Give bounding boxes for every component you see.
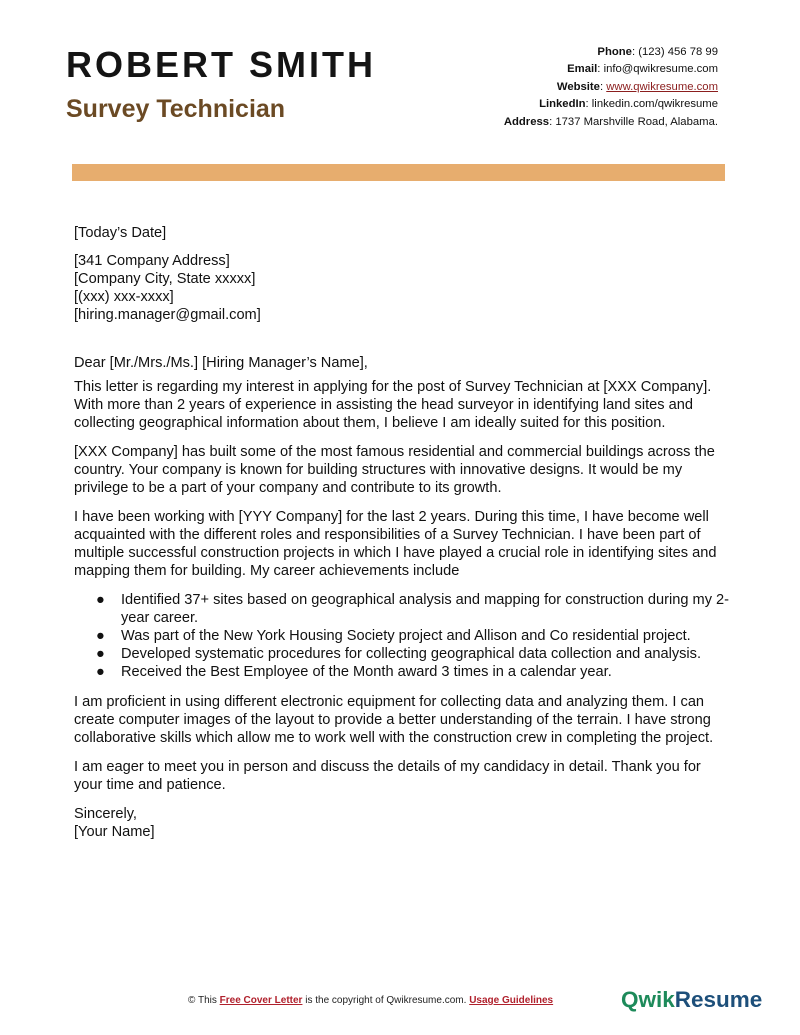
body-paragraph: I am proficient in using different electronic equipment for collecting data and analyzing them. I can create computer images of the layout to provide a better understanding of the terrain. I have strong collaborative skills which allow me to work well with the construction crew in completing the project. [74, 694, 714, 746]
job-title: Survey Technician [66, 95, 286, 123]
list-item-text: Developed systematic procedures for collecting geographical data collection and analysis. [121, 646, 702, 662]
phone-value: (123) 456 78 99 [638, 46, 718, 58]
recipient-address [74, 252, 730, 324]
address-line: [Company City, State xxxxx] [74, 271, 256, 287]
list-item [74, 645, 730, 663]
contact-phone: Phone: (123) 456 78 99 [597, 46, 718, 58]
greeting: Dear [Mr./Mrs./Ms.] [Hiring Manager’s Name], [74, 355, 368, 371]
email-value: info@qwikresume.com [603, 63, 718, 76]
body-paragraph: [XXX Company] has built some of the most famous residential and commercial buildings across the country. Your company is known for building structures with innovative designs. It would be my privilege to be a part of your company and contribute to its growth. [74, 444, 715, 496]
contact-block [504, 44, 718, 131]
address-line: [hiring.manager@gmail.com] [74, 307, 261, 323]
bullet-icon: ● [96, 628, 105, 644]
contact-linkedin: LinkedIn: linkedin.com/qwikresume [539, 98, 718, 111]
copyright-note [188, 995, 553, 1006]
list-item [74, 591, 730, 627]
list-item-text: Received the Best Employee of the Month award 3 times in a calendar year. [121, 664, 612, 680]
bullet-icon: ● [96, 664, 105, 680]
logo-text-resume: Resume [674, 987, 763, 1012]
contact-email: Email: info@qwikresume.com [567, 63, 718, 76]
linkedin-label: LinkedIn [539, 98, 586, 111]
list-item-text: Was part of the New York Housing Society project and Allison and Co residential project. [121, 628, 691, 644]
body-paragraph: This letter is regarding my interest in applying for the post of Survey Technician at [XXX Company]. With more than 2 years of experience in assisting the head surveyor in identifying land sites and collecting geographical information about them, I believe I am ideally suited for this position. [74, 379, 712, 431]
candidate-name: ROBERT SMITH [66, 44, 376, 85]
address-label: Address [503, 115, 550, 128]
accent-divider-band [72, 164, 725, 181]
letter-date: [Today’s Date] [74, 225, 167, 241]
address-line: [(xxx) xxx-xxxx] [74, 289, 174, 305]
phone-label: Phone [597, 46, 632, 58]
qwikresume-logo [621, 987, 762, 1013]
linkedin-value: linkedin.com/qwikresume [591, 98, 718, 111]
body-paragraph: I have been working with [YYY Company] for the last 2 years. During this time, I have become well acquainted with the different roles and responsibilities of a Survey Technician. I have been part of multiple successful construction projects in which I have played a crucial role in identifying sites and mapping them for building. My career achievements include [74, 509, 717, 579]
signature: [Your Name] [74, 824, 155, 840]
email-label: Email [567, 63, 598, 76]
address-line: [341 Company Address] [74, 253, 230, 269]
bullet-icon: ● [96, 592, 105, 608]
letter-body [74, 224, 730, 841]
copyright-middle: is the copyright of Qwikresume.com. [305, 995, 467, 1006]
bullet-icon: ● [96, 646, 105, 662]
website-label: Website [556, 80, 600, 93]
free-cover-letter-link[interactable]: Free Cover Letter [219, 995, 303, 1006]
list-item [74, 663, 730, 681]
list-item-text: Identified 37+ sites based on geographical analysis and mapping for construction during my 2-year career. [121, 592, 730, 626]
copyright-prefix: © This [188, 995, 217, 1006]
sign-off: Sincerely, [74, 806, 137, 822]
contact-website: Website: www.qwikresume.com [556, 80, 718, 93]
usage-guidelines-link[interactable]: Usage Guidelines [469, 995, 554, 1006]
achievements-list [74, 591, 730, 681]
body-paragraph: I am eager to meet you in person and discuss the details of my candidacy in detail. Thank you for your time and patience. [74, 759, 701, 793]
address-value: 1737 Marshville Road, Alabama. [555, 115, 718, 128]
logo-text-qwik: Qwik [621, 987, 675, 1012]
list-item [74, 627, 730, 645]
contact-address: Address: 1737 Marshville Road, Alabama. [503, 115, 718, 128]
website-link[interactable]: www.qwikresume.com [606, 80, 718, 93]
